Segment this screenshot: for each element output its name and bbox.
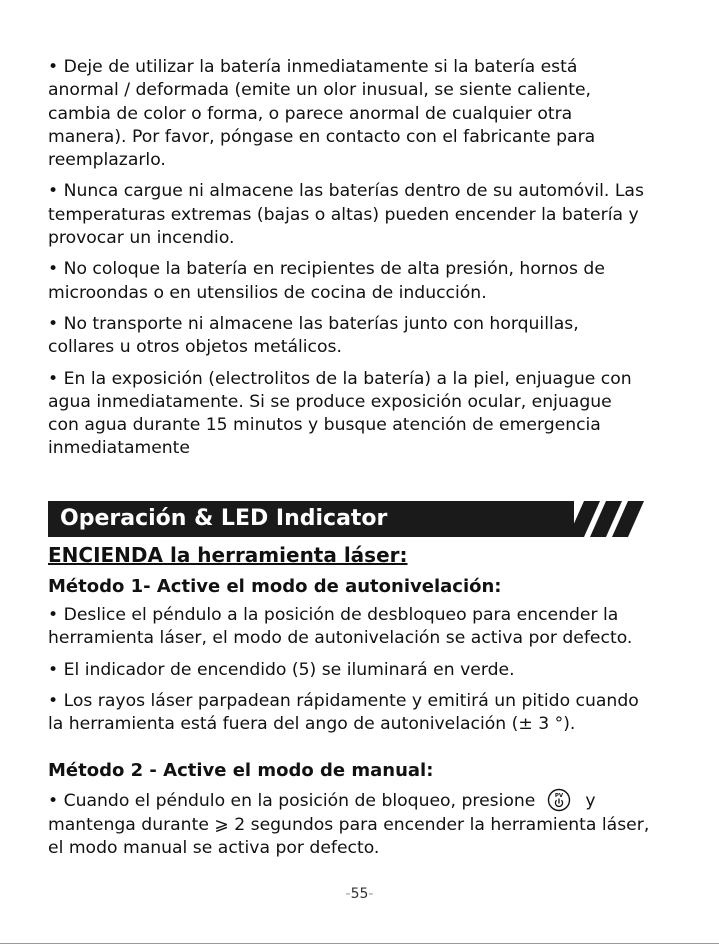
section-heading: ENCIENDA la herramienta láser: [48,543,408,567]
page-number [0,886,719,902]
banner-bar [48,501,574,537]
battery-warnings [48,56,648,461]
method1-item: • El indicador de encendido (5) se iluminará en verde. [48,659,515,680]
slash-decoration-icon [570,501,646,537]
power-button-label: PV [555,793,564,800]
warning-paragraph: • No coloque la batería en recipientes de alta presión, hornos de microondas o en utensilios de cocina de inducción. [48,259,605,303]
banner-title: Operación & LED Indicator [60,506,388,531]
method2-item [48,788,658,860]
bottom-divider [0,943,719,944]
page-dash-right: - [368,886,374,902]
method1-item: • Deslice el péndulo a la posición de desbloqueo para encender la herramienta láser, el modo de autonivelación se activa por defecto. [48,605,633,649]
power-button-icon [547,788,571,812]
method2-text-after: y mantenga durante ⩾ 2 segundos para encender la herramienta láser, el modo manual se activa por defecto. [48,791,650,859]
warning-paragraph: • Deje de utilizar la batería inmediatamente si la batería está anormal / deformada (emite un olor inusual, se siente caliente, cambia de color o forma, o parece anormal de cualquier otra manera). Por favor, póngase en contacto con el fabricante para reemplazarlo. [48,57,596,171]
page-number-value: 55 [350,886,369,902]
method2-title: Método 2 - Active el modo de manual: [48,760,434,782]
warning-paragraph: • No transporte ni almacene las baterías junto con horquillas, collares u otros objetos metálicos. [48,313,579,358]
method1-title: Método 1- Active el modo de autonivelación: [48,576,502,597]
warning-paragraph: • En la exposición (electrolitos de la batería) a la piel, enjuague con agua inmediatamente. Si se produce exposición ocular, enjuague con agua durante 15 minutos y busque atención de emergencia inmediatamente [48,368,632,459]
operation-section [48,540,658,860]
warning-paragraph: • Nunca cargue ni almacene las baterías dentro de su automóvil. Las temperaturas extremas (bajas o altas) pueden encender la batería y provocar un incendio. [48,181,644,249]
section-banner [48,501,648,537]
page-dash-left: - [345,886,351,902]
method2-text-before: • Cuando el péndulo en la posición de bloqueo, presione [48,791,536,812]
method1-item: • Los rayos láser parpadean rápidamente y emitirá un pitido cuando la herramienta está fuera del ango de autonivelación (± 3 °). [48,690,639,735]
